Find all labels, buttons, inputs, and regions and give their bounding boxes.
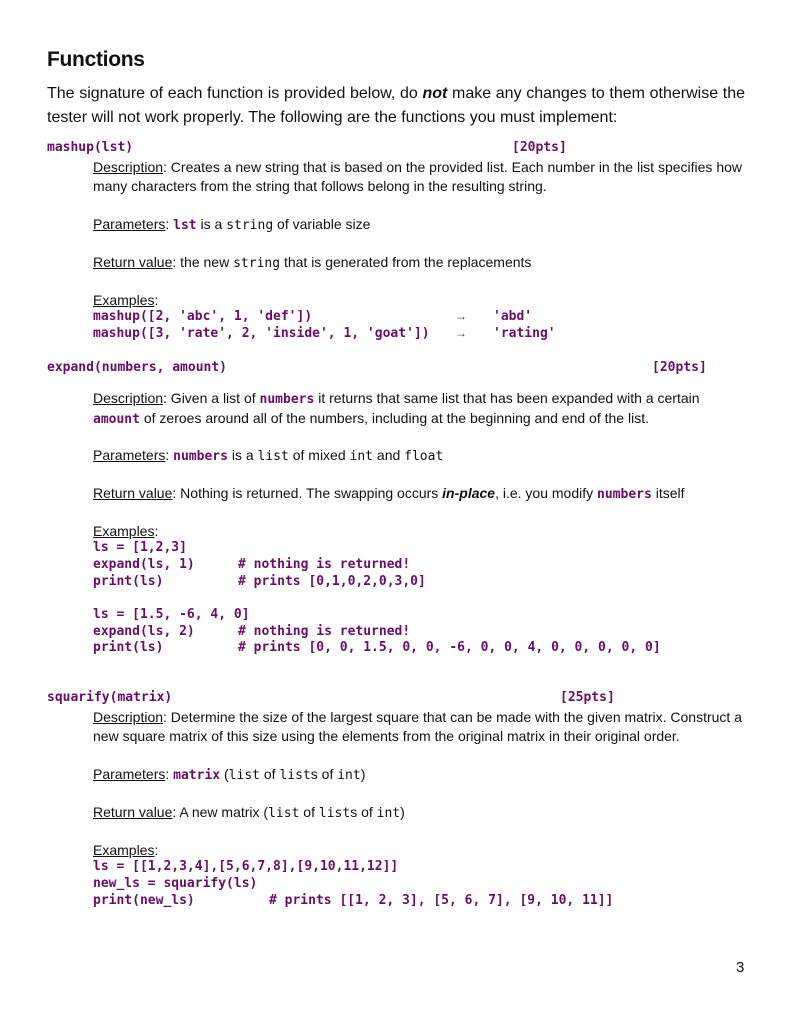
squarify-return: Return value: A new matrix (list of lists of int) [93,804,405,821]
squarify-signature: squarify(matrix) [47,690,173,705]
squarify-parameters: Parameters: matrix (list of lists of int) [93,766,366,783]
code-line: new_ls = squarify(ls) [93,876,258,891]
mashup-signature: mashup(lst) [47,140,134,155]
expand-signature: expand(numbers, amount) [47,360,228,375]
mashup-examples-label: Examples: [93,292,159,308]
mashup-parameters: Parameters: lst is a string of variable size [93,216,371,233]
code-comment: # nothing is returned! [238,624,411,639]
mashup-example-call: mashup([2, 'abc', 1, 'def']) [93,309,313,324]
code-comment: # prints [0, 0, 1.5, 0, 0, -6, 0, 0, 4, 0, 0, 0, 0, 0] [238,640,661,655]
arrow-icon: → [455,326,467,340]
mashup-example-result: 'rating' [493,326,556,341]
expand-description: Description: Given a list of numbers it returns that same list that has been expanded with a certain amount of zeroes around all of the numbers, including at the beginning and end of the list. [93,390,700,427]
mashup-return: Return value: the new string that is generated from the replacements [93,254,532,271]
code-line: print(new_ls) [93,893,195,908]
code-line: print(ls) [93,574,164,589]
code-comment: # prints [[1, 2, 3], [5, 6, 7], [9, 10, 11]] [269,893,614,908]
code-line: ls = [1.5, -6, 4, 0] [93,607,250,622]
squarify-points: [25pts] [560,690,615,705]
page-number: 3 [736,959,745,976]
expand-examples-label: Examples: [93,523,159,539]
intro-emphasis: not [422,85,448,102]
code-comment: # nothing is returned! [238,557,411,572]
squarify-examples-label: Examples: [93,842,159,858]
expand-return: Return value: Nothing is returned. The swapping occurs in-place, i.e. you modify numbers itself [93,485,685,502]
code-line: expand(ls, 2) [93,624,195,639]
squarify-description: Description: Determine the size of the largest square that can be made with the given matrix. Construct a new square matrix of this size using the elements from the original matrix in their original order. [93,709,742,744]
code-line: ls = [1,2,3] [93,540,187,555]
mashup-example-result: 'abd' [493,309,533,324]
code-line: expand(ls, 1) [93,557,195,572]
code-line: print(ls) [93,640,164,655]
code-comment: # prints [0,1,0,2,0,3,0] [238,574,426,589]
intro-paragraph: The signature of each function is provided below, do not make any changes to them otherwise the tester will not work properly. The following are the functions you must implement: [47,85,745,126]
code-line: ls = [[1,2,3,4],[5,6,7,8],[9,10,11,12]] [93,859,399,874]
arrow-icon: → [455,309,467,323]
expand-parameters: Parameters: numbers is a list of mixed int and float [93,447,444,464]
expand-points: [20pts] [652,360,707,375]
section-heading: Functions [47,48,145,71]
mashup-description: Description: Creates a new string that is based on the provided list. Each number in the list specifies how many characters from the string that follows belong in the resulting string. [93,159,743,194]
mashup-example-call: mashup([3, 'rate', 2, 'inside', 1, 'goat']) [93,326,430,341]
mashup-points: [20pts] [512,140,567,155]
